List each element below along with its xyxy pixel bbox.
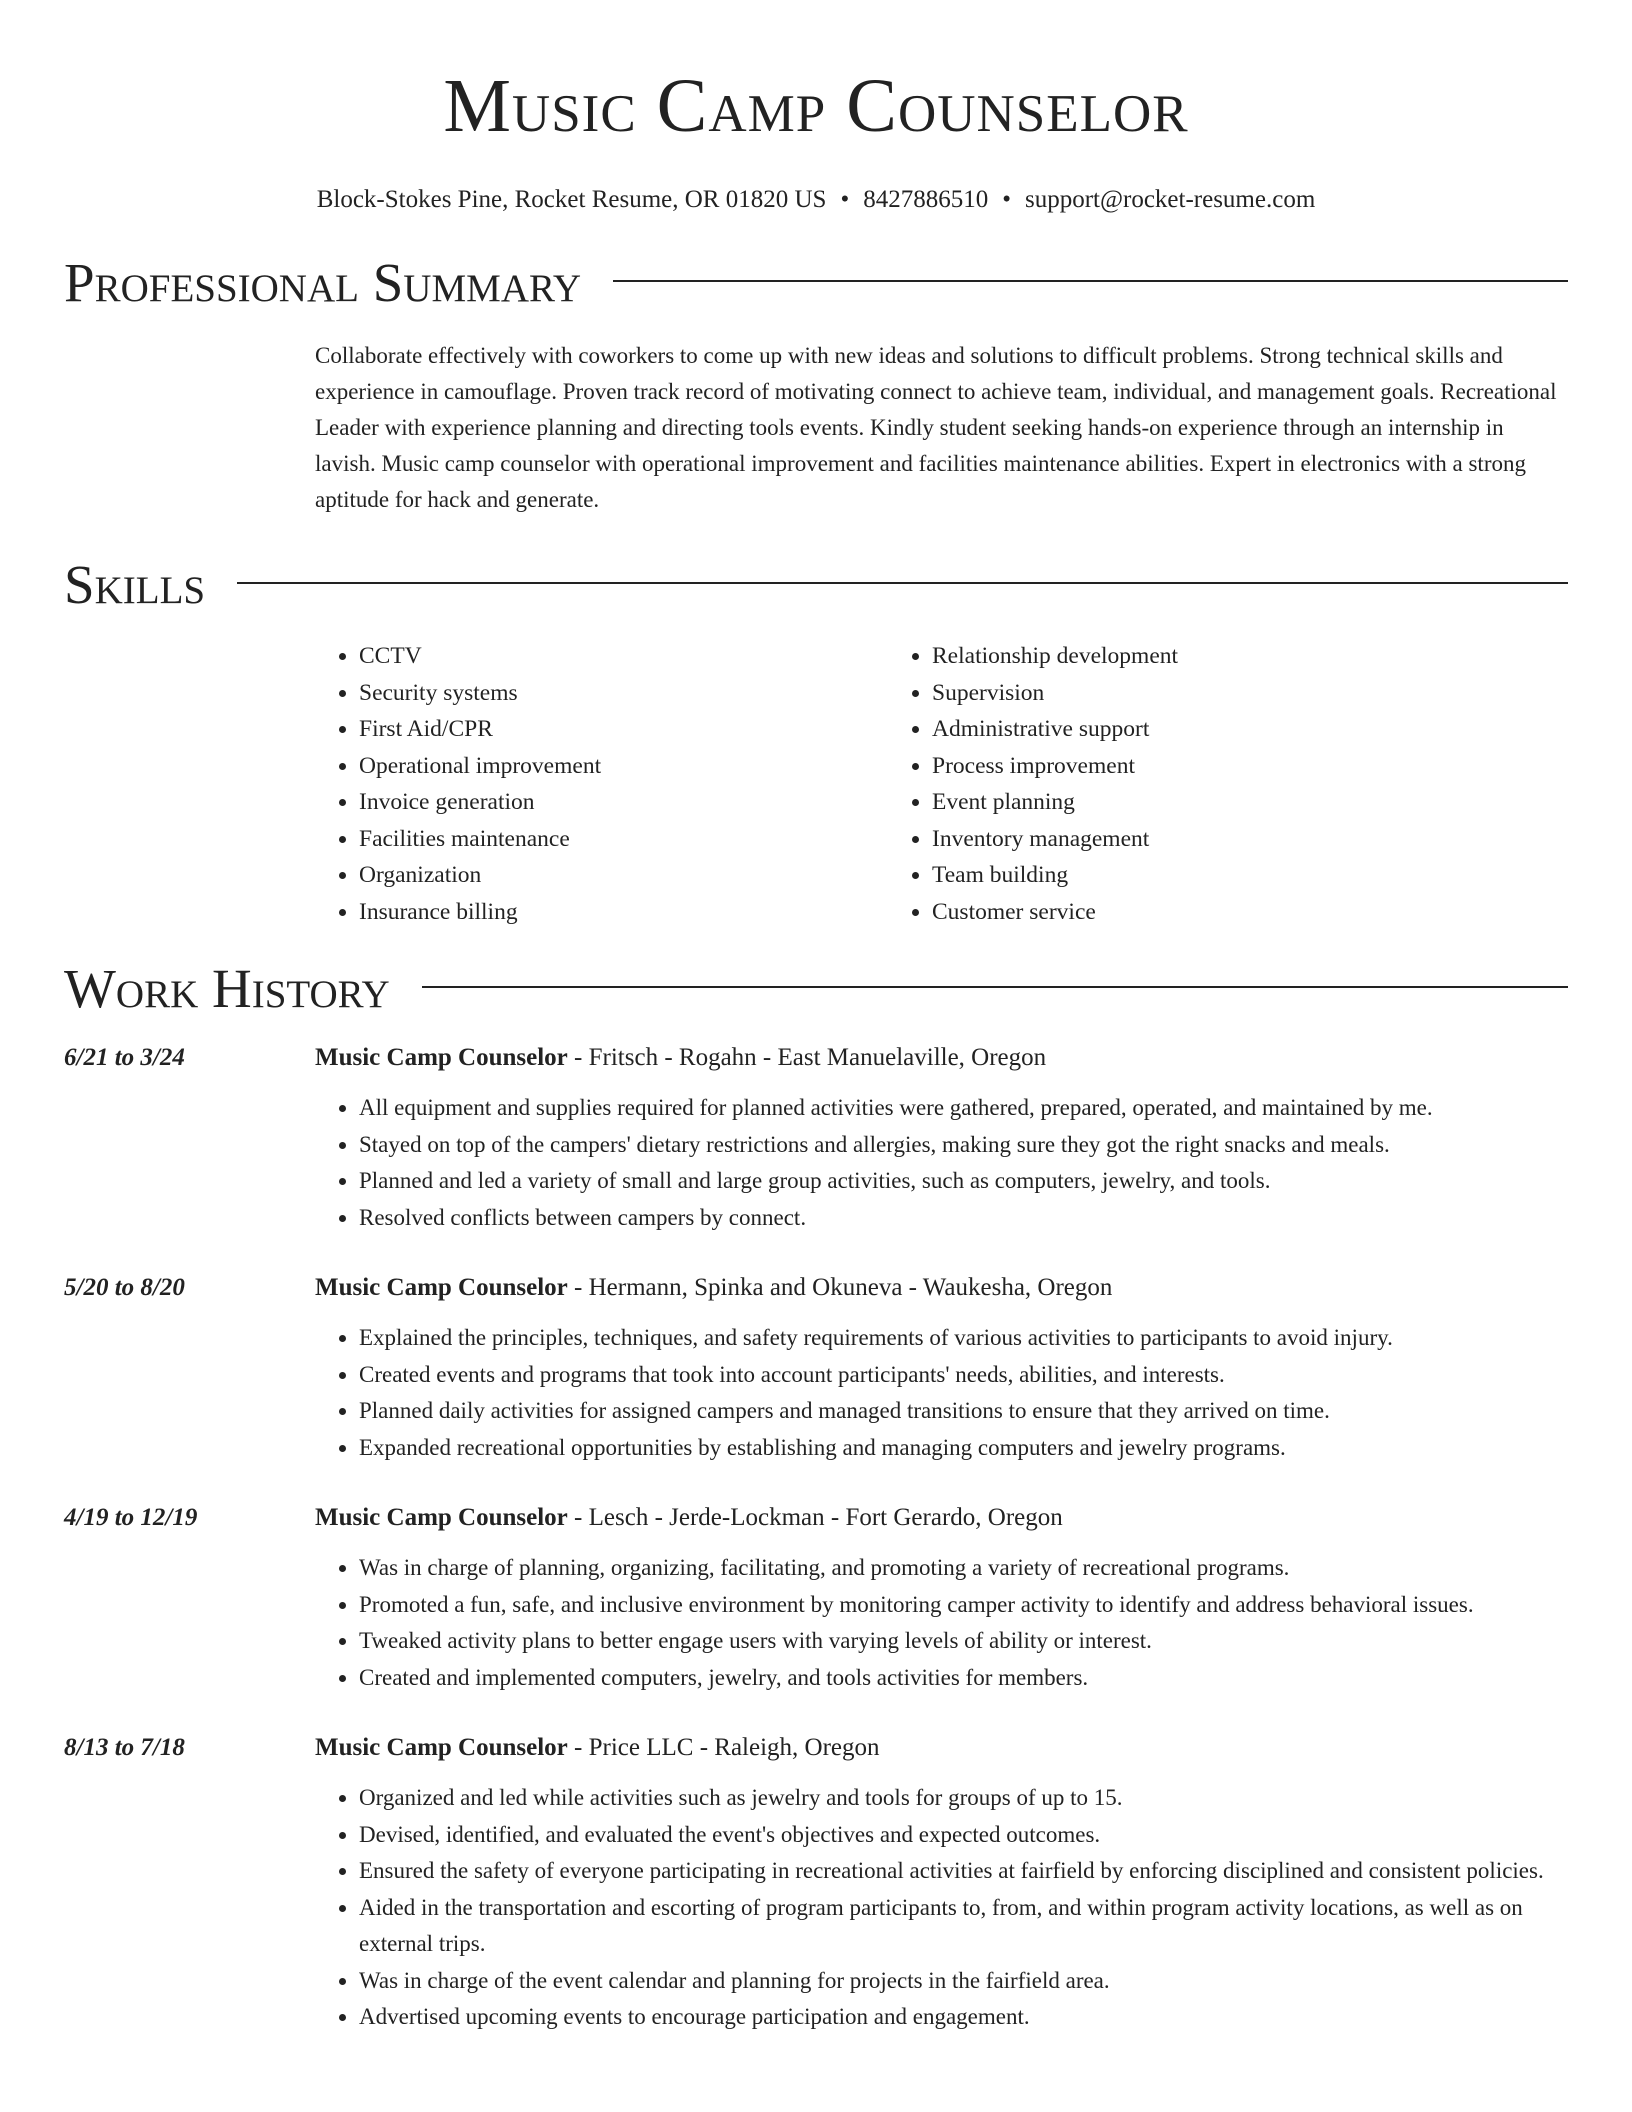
- skill-item: • Administrative support: [932, 711, 1461, 748]
- job-bullet: • Expanded recreational opportunities by establishing and managing computers and jewelry programs.: [359, 1430, 1568, 1467]
- job-entry: [64, 1270, 1568, 1466]
- skill-item: • Security systems: [359, 675, 888, 712]
- job-bullet: • Planned daily activities for assigned campers and managed transitions to ensure that they arrived on time.: [359, 1393, 1568, 1430]
- section-divider: [422, 986, 1568, 988]
- skill-item: • Supervision: [932, 675, 1461, 712]
- job-role: Music Camp Counselor: [315, 1044, 568, 1071]
- contact-line: [64, 184, 1568, 216]
- job-details: [315, 1270, 1568, 1466]
- job-dates: 6/21 to 3/24: [64, 1044, 185, 1071]
- job-bullet: • Planned and led a variety of small and large group activities, such as computers, jewelry, and tools.: [359, 1163, 1568, 1200]
- job-dates: 5/20 to 8/20: [64, 1274, 185, 1301]
- job-bullets: [315, 1780, 1568, 2036]
- job-bullet: • Promoted a fun, safe, and inclusive environment by monitoring camper activity to identify and address behavioral issues.: [359, 1587, 1568, 1624]
- skill-item: • First Aid/CPR: [359, 711, 888, 748]
- job-entry: [64, 1730, 1568, 2036]
- work-section-header: [64, 956, 1568, 1022]
- contact-separator: •: [840, 186, 850, 213]
- skill-item: • Relationship development: [932, 638, 1461, 675]
- skill-item: • Team building: [932, 857, 1461, 894]
- job-bullet: • Was in charge of the event calendar and planning for projects in the fairfield area.: [359, 1963, 1568, 2000]
- section-divider: [237, 582, 1568, 584]
- skills-column-right: [888, 638, 1461, 930]
- skill-item: • Insurance billing: [359, 894, 888, 931]
- skill-item: • Process improvement: [932, 748, 1461, 785]
- skills-section-header: [64, 552, 1568, 618]
- work-section-title: Work History: [64, 958, 390, 1019]
- job-bullet: • Created and implemented computers, jewelry, and tools activities for members.: [359, 1660, 1568, 1697]
- job-bullet: • Explained the principles, techniques, and safety requirements of various activities to participants to avoid injury.: [359, 1320, 1568, 1357]
- job-bullet: • Created events and programs that took into account participants' needs, abilities, and interests.: [359, 1357, 1568, 1394]
- job-employer: - Lesch - Jerde-Lockman - Fort Gerardo, Oregon: [567, 1504, 1063, 1531]
- job-entry: [64, 1500, 1568, 1696]
- job-bullets: [315, 1550, 1568, 1696]
- summary-section-header: [64, 250, 1568, 316]
- work-history-list: [64, 1040, 1568, 2036]
- contact-separator: •: [1002, 186, 1011, 213]
- job-bullet: • Organized and led while activities such as jewelry and tools for groups of up to 15.: [359, 1780, 1568, 1817]
- skills-list: [315, 638, 1568, 930]
- skill-item: • Event planning: [932, 784, 1461, 821]
- skill-item: • Facilities maintenance: [359, 821, 888, 858]
- job-bullets: [315, 1320, 1568, 1466]
- job-title-line: [315, 1270, 1568, 1306]
- job-bullet: • Was in charge of planning, organizing, facilitating, and promoting a variety of recreational programs.: [359, 1550, 1568, 1587]
- job-bullet: • Devised, identified, and evaluated the event's objectives and expected outcomes.: [359, 1817, 1568, 1854]
- contact-phone: 8427886510: [863, 186, 989, 213]
- job-details: [315, 1500, 1568, 1696]
- job-details: [315, 1730, 1568, 2036]
- resume-name: Music Camp Counselor: [443, 64, 1189, 148]
- job-bullet: • Tweaked activity plans to better engage users with varying levels of ability or interest.: [359, 1623, 1568, 1660]
- job-role: Music Camp Counselor: [315, 1504, 568, 1531]
- job-details: [315, 1040, 1568, 1236]
- skill-item: • Invoice generation: [359, 784, 888, 821]
- summary-section-title: Professional Summary: [64, 252, 582, 313]
- job-bullet: • Stayed on top of the campers' dietary restrictions and allergies, making sure they got the right snacks and meals.: [359, 1127, 1568, 1164]
- job-bullet: • Aided in the transportation and escorting of program participants to, from, and within program activity locations, as well as on external trips.: [359, 1890, 1568, 1963]
- skill-item: • Inventory management: [932, 821, 1461, 858]
- job-title-line: [315, 1730, 1568, 1766]
- job-bullet: • Ensured the safety of everyone participating in recreational activities at fairfield by enforcing disciplined and consistent policies.: [359, 1853, 1568, 1890]
- job-role: Music Camp Counselor: [315, 1274, 568, 1301]
- skill-item: • Organization: [359, 857, 888, 894]
- job-dates: 8/13 to 7/18: [64, 1734, 185, 1761]
- job-employer: - Price LLC - Raleigh, Oregon: [567, 1734, 880, 1761]
- job-dates: 4/19 to 12/19: [64, 1504, 198, 1531]
- section-divider: [613, 280, 1568, 282]
- job-title-line: [315, 1040, 1568, 1076]
- skill-item: • Operational improvement: [359, 748, 888, 785]
- job-employer: - Hermann, Spinka and Okuneva - Waukesha, Oregon: [567, 1274, 1113, 1301]
- skill-item: • CCTV: [359, 638, 888, 675]
- job-role: Music Camp Counselor: [315, 1734, 568, 1761]
- job-bullets: [315, 1090, 1568, 1236]
- job-employer: - Fritsch - Rogahn - East Manuelaville, Oregon: [567, 1044, 1047, 1071]
- job-bullet: • Advertised upcoming events to encourage participation and engagement.: [359, 1999, 1568, 2036]
- contact-email: support@rocket-resume.com: [1024, 186, 1316, 213]
- job-bullet: • All equipment and supplies required for planned activities were gathered, prepared, operated, and maintained by me.: [359, 1090, 1568, 1127]
- contact-address: Block-Stokes Pine, Rocket Resume, OR 01820 US: [316, 186, 827, 213]
- job-title-line: [315, 1500, 1568, 1536]
- skills-column-left: [315, 638, 888, 930]
- summary-text: Collaborate effectively with coworkers to come up with new ideas and solutions to difficult problems. Strong technical skills and experience in camouflage. Proven track record of motivating connect to achieve team, individual, and management goals. Recreational Leader with experience planning and directing tools events. Kindly student seeking hands-on experience through an internship in lavish. Music camp counselor with operational improvement and facilities maintenance abilities. Expert in electronics with a strong aptitude for hack and generate.: [315, 343, 1557, 512]
- job-bullet: • Resolved conflicts between campers by connect.: [359, 1200, 1568, 1237]
- skills-section-title: Skills: [64, 554, 206, 615]
- job-entry: [64, 1040, 1568, 1236]
- skill-item: • Customer service: [932, 894, 1461, 931]
